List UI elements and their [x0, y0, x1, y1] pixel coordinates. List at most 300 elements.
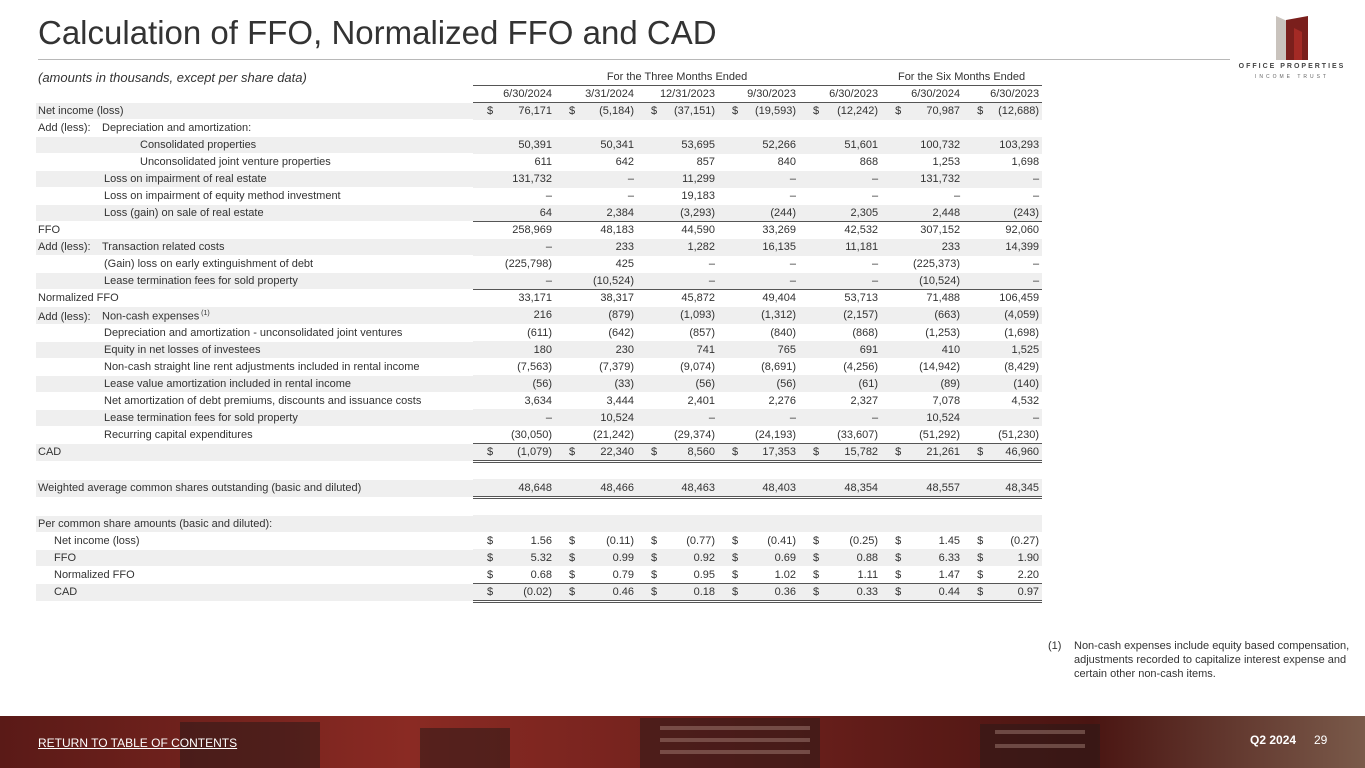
table-row	[36, 239, 1042, 256]
cell-value: –	[545, 275, 552, 287]
cell-value: (61)	[858, 377, 879, 390]
cell-value: 53,695	[681, 139, 715, 151]
cell-value: 46,960	[1005, 445, 1040, 458]
cell-value: (33,607)	[837, 428, 879, 441]
currency-symbol: $	[651, 585, 658, 598]
cell-value: 1,282	[687, 241, 715, 253]
table-cell	[881, 307, 963, 325]
currency-symbol: $	[813, 445, 820, 458]
table-cell	[718, 358, 799, 375]
table-cell	[718, 256, 799, 273]
table-cell	[637, 273, 718, 290]
cell-value: 233	[615, 241, 634, 253]
cell-value: –	[871, 190, 879, 202]
cell-value: 21,261	[926, 445, 961, 458]
cell-value: (3,293)	[680, 207, 715, 219]
table-cell	[799, 137, 881, 154]
table-cell	[718, 222, 799, 239]
table-cell	[555, 375, 637, 392]
cell-value: (8,429)	[1004, 360, 1040, 373]
table-cell	[881, 392, 963, 409]
table-cell	[637, 307, 718, 325]
cell-value: 19,183	[681, 190, 715, 202]
currency-symbol: $	[732, 551, 739, 564]
cell-value: 0.97	[1017, 585, 1040, 598]
table-cell	[881, 443, 963, 461]
table-cell	[881, 205, 963, 222]
cell-value: –	[708, 411, 715, 424]
table-cell	[473, 515, 555, 532]
table-cell	[473, 154, 555, 171]
table-cell	[963, 566, 1042, 583]
table-cell	[555, 479, 637, 497]
table-row	[36, 392, 1042, 409]
cell-value: 1.45	[938, 534, 961, 547]
footnote-marker: (1)	[199, 310, 210, 317]
table-cell	[881, 171, 963, 188]
cell-value: 0.88	[856, 551, 879, 564]
table-row	[36, 443, 1042, 461]
cell-value: (0.02)	[523, 585, 552, 598]
cell-value: (840)	[770, 326, 796, 339]
table-cell	[963, 515, 1042, 532]
currency-symbol: $	[813, 534, 820, 547]
cell-value: 0.44	[938, 585, 961, 598]
table-cell	[555, 307, 637, 325]
footnote	[1048, 639, 1363, 681]
table-row	[36, 307, 1042, 325]
cell-value: (56)	[695, 377, 715, 390]
cell-value: 1,698	[1011, 156, 1040, 168]
currency-symbol: $	[895, 585, 902, 598]
table-cell	[963, 137, 1042, 154]
table-cell	[555, 392, 637, 409]
cell-value: 1.90	[1017, 551, 1040, 564]
cell-value: –	[871, 258, 879, 270]
table-cell	[963, 239, 1042, 256]
cell-value: 17,353	[762, 445, 796, 458]
cell-value: 11,181	[845, 241, 879, 253]
table-cell	[473, 256, 555, 273]
table-cell	[473, 205, 555, 222]
cell-value: 44,590	[681, 224, 715, 236]
cell-value: –	[953, 190, 961, 202]
cell-value: –	[789, 275, 796, 287]
cell-value: 0.69	[774, 551, 796, 564]
cell-value: (33)	[614, 377, 634, 390]
row-label: Lease termination fees for sold property	[36, 409, 473, 426]
currency-symbol: $	[732, 534, 739, 547]
cell-value: 76,171	[518, 105, 552, 117]
cell-value: 765	[777, 343, 796, 356]
cell-value: (7,563)	[517, 360, 552, 373]
cell-value: (243)	[1013, 207, 1040, 219]
table-cell	[637, 426, 718, 443]
table-cell	[718, 171, 799, 188]
table-row	[36, 171, 1042, 188]
row-label: (Gain) loss on early extinguishment of debt	[104, 258, 314, 270]
table-cell	[718, 479, 799, 497]
cell-value: (29,374)	[674, 428, 715, 441]
cell-value: 10,524	[926, 411, 961, 424]
table-row	[36, 409, 1042, 426]
cell-value: (1,093)	[680, 309, 715, 322]
table-cell	[718, 532, 799, 549]
table-cell	[963, 549, 1042, 566]
cell-value: 103,293	[999, 139, 1040, 151]
cell-value: 16,135	[762, 241, 796, 253]
row-label: Loss on impairment of real estate	[36, 171, 473, 188]
row-label-text: Transaction related costs	[102, 241, 225, 253]
cell-value: –	[1032, 275, 1040, 287]
cell-value: (7,379)	[599, 360, 634, 373]
currency-symbol: $	[813, 551, 820, 564]
currency-symbol: $	[569, 568, 576, 581]
table-cell	[799, 392, 881, 409]
cell-value: (0.25)	[849, 534, 879, 547]
table-cell	[963, 443, 1042, 461]
table-cell	[637, 222, 718, 239]
cell-value: (611)	[527, 326, 552, 339]
table-cell	[963, 290, 1042, 307]
table-cell	[881, 549, 963, 566]
table-cell	[637, 120, 718, 137]
currency-symbol: $	[895, 105, 902, 117]
currency-symbol: $	[732, 585, 739, 598]
table-cell	[473, 566, 555, 583]
table-cell	[555, 256, 637, 273]
cell-value: (56)	[776, 377, 796, 390]
column-header: 6/30/2023	[963, 86, 1042, 103]
cell-value: 691	[859, 343, 879, 356]
row-label: Lease value amortization included in rental income	[36, 375, 473, 392]
cell-value: 48,345	[1005, 481, 1040, 494]
cell-value: 230	[615, 343, 634, 356]
column-header: 6/30/2024	[881, 86, 963, 103]
cell-value: 2,276	[768, 394, 796, 407]
cell-value: 2,384	[606, 207, 634, 219]
table-cell	[555, 358, 637, 375]
cell-value: –	[545, 241, 552, 253]
column-header: 6/30/2024	[473, 86, 555, 103]
table-cell	[881, 358, 963, 375]
table-cell	[963, 103, 1042, 120]
cell-value: (21,242)	[593, 428, 634, 441]
cell-value: 1.47	[938, 568, 961, 581]
table-cell	[881, 426, 963, 443]
company-logo	[1236, 14, 1348, 80]
cell-value: 216	[533, 309, 552, 322]
table-cell	[637, 137, 718, 154]
table-cell	[637, 583, 718, 601]
row-label: Loss (gain) on sale of real estate	[36, 205, 473, 222]
table-cell	[963, 256, 1042, 273]
cell-value: (12,242)	[837, 105, 879, 117]
row-prefix: Add (less):	[38, 310, 91, 323]
table-cell	[799, 532, 881, 549]
cell-value: (225,798)	[504, 258, 552, 270]
table-cell	[881, 137, 963, 154]
cell-value: 48,648	[518, 481, 552, 494]
cell-value: –	[871, 411, 879, 424]
currency-symbol: $	[977, 568, 984, 581]
cell-value: 180	[533, 343, 552, 356]
table-cell	[881, 375, 963, 392]
column-header: 9/30/2023	[718, 86, 799, 103]
cell-value: (1,312)	[761, 309, 796, 322]
row-label: Net amortization of debt premiums, discounts and issuance costs	[104, 394, 422, 407]
currency-symbol: $	[977, 534, 984, 547]
row-label: Normalized FFO	[38, 292, 119, 304]
table-cell	[963, 171, 1042, 188]
cell-value: 2,305	[850, 207, 879, 219]
table-row	[36, 375, 1042, 392]
cell-value: (5,184)	[599, 105, 634, 117]
cell-value: (14,942)	[919, 360, 961, 373]
table-cell	[555, 222, 637, 239]
cell-value: (51,292)	[919, 428, 961, 441]
table-cell	[799, 375, 881, 392]
table-cell	[963, 426, 1042, 443]
table-cell	[555, 137, 637, 154]
row-label: Net income (loss)	[36, 103, 473, 120]
cell-value: 1.11	[857, 568, 879, 581]
table-cell	[718, 324, 799, 341]
table-cell	[637, 566, 718, 583]
table-cell	[963, 583, 1042, 601]
row-label	[36, 239, 473, 256]
cell-value: –	[1032, 411, 1040, 424]
table-cell	[555, 583, 637, 601]
cell-value: 48,403	[762, 481, 796, 494]
row-label: Unconsolidated joint venture properties	[140, 156, 331, 168]
currency-symbol: $	[487, 105, 494, 117]
table-cell	[555, 120, 637, 137]
cell-value: 50,391	[518, 139, 552, 151]
table-cell	[799, 583, 881, 601]
cell-value: (857)	[689, 326, 715, 339]
currency-symbol: $	[569, 551, 576, 564]
currency-symbol: $	[569, 445, 576, 458]
cell-value: 70,987	[926, 105, 961, 117]
row-label: Normalized FFO	[54, 568, 135, 581]
table-cell	[881, 566, 963, 583]
cell-value: (868)	[852, 326, 879, 339]
footnote-text: Non-cash expenses include equity based compensation, adjustments recorded to capitalize interest expense and certain other non-cash items.	[1074, 640, 1350, 680]
table-cell	[881, 290, 963, 307]
spacer-row	[36, 497, 1042, 515]
table-cell	[718, 426, 799, 443]
cell-value: (1,079)	[517, 445, 552, 458]
cell-value: 53,713	[844, 292, 879, 304]
table-cell	[473, 137, 555, 154]
row-label: Equity in net losses of investees	[36, 341, 473, 358]
table-cell	[473, 358, 555, 375]
cell-value: 0.95	[693, 568, 715, 581]
table-cell	[637, 443, 718, 461]
currency-symbol: $	[487, 568, 494, 581]
table-cell	[881, 409, 963, 426]
table-cell	[963, 188, 1042, 205]
table-cell	[718, 290, 799, 307]
cell-value: 1.02	[774, 568, 796, 581]
cell-value: –	[627, 190, 634, 202]
row-prefix: Add (less):	[38, 122, 91, 134]
footnote-number: (1)	[1048, 640, 1062, 652]
row-label-text: Depreciation and amortization:	[102, 122, 252, 134]
table-cell	[473, 392, 555, 409]
cell-value: 868	[859, 156, 879, 168]
table-cell	[718, 154, 799, 171]
table-row	[36, 188, 1042, 205]
table-cell	[799, 409, 881, 426]
currency-symbol: $	[895, 568, 902, 581]
cell-value: 10,524	[600, 411, 634, 424]
row-label: Recurring capital expenditures	[104, 428, 253, 441]
cell-value: (12,688)	[998, 105, 1040, 117]
table-cell	[555, 566, 637, 583]
currency-symbol: $	[732, 445, 739, 458]
table-cell	[799, 549, 881, 566]
cell-value: –	[627, 173, 634, 185]
page-title: Calculation of FFO, Normalized FFO and CAD	[38, 14, 717, 51]
table-cell	[963, 392, 1042, 409]
table-cell	[637, 154, 718, 171]
cell-value: (9,074)	[680, 360, 715, 373]
currency-symbol: $	[895, 445, 902, 458]
table-cell	[881, 103, 963, 120]
cell-value: 2,448	[932, 207, 961, 219]
cell-value: –	[708, 275, 715, 287]
table-cell	[881, 324, 963, 341]
cell-value: –	[871, 275, 879, 287]
table-cell	[637, 103, 718, 120]
table-cell	[881, 479, 963, 497]
table-cell	[473, 188, 555, 205]
table-row	[36, 290, 1042, 307]
cell-value: (225,373)	[912, 258, 961, 270]
cell-value: 0.18	[693, 585, 715, 598]
table-cell	[473, 443, 555, 461]
row-label: FFO	[36, 549, 473, 566]
cell-value: (0.77)	[686, 534, 715, 547]
currency-symbol: $	[977, 551, 984, 564]
table-cell	[555, 239, 637, 256]
table-cell	[555, 426, 637, 443]
units-note: (amounts in thousands, except per share data)	[38, 70, 307, 85]
table-cell	[799, 239, 881, 256]
row-label-text: Non-cash expenses	[102, 310, 200, 323]
table-cell	[799, 479, 881, 497]
cell-value: 92,060	[1005, 224, 1040, 236]
title-divider	[38, 59, 1230, 60]
cell-value: –	[1032, 190, 1040, 202]
table-cell	[637, 205, 718, 222]
row-label: Loss on impairment of equity method investment	[104, 190, 341, 202]
currency-symbol: $	[651, 551, 658, 564]
table-cell	[473, 120, 555, 137]
currency-symbol: $	[813, 105, 820, 117]
currency-symbol: $	[895, 534, 902, 547]
table-cell	[473, 426, 555, 443]
table-cell	[555, 532, 637, 549]
cell-value: 50,341	[600, 139, 634, 151]
table-cell	[881, 256, 963, 273]
table-cell	[637, 392, 718, 409]
table-cell	[799, 426, 881, 443]
cell-value: –	[1032, 258, 1040, 270]
row-label: Net income (loss)	[54, 534, 140, 547]
cell-value: –	[545, 411, 552, 424]
table-row	[36, 358, 1042, 375]
table-cell	[963, 273, 1042, 290]
table-row	[36, 479, 1042, 497]
cell-value: –	[1032, 173, 1040, 185]
table-row	[36, 566, 1042, 583]
return-to-contents-link[interactable]: RETURN TO TABLE OF CONTENTS	[38, 736, 238, 750]
table-cell	[799, 443, 881, 461]
currency-symbol: $	[487, 534, 494, 547]
table-cell	[799, 154, 881, 171]
page-number: 29	[1314, 733, 1328, 747]
date-header-row	[36, 86, 1042, 103]
table-cell	[473, 479, 555, 497]
table-cell	[473, 324, 555, 341]
currency-symbol: $	[977, 585, 984, 598]
currency-symbol: $	[487, 585, 494, 598]
table-row	[36, 222, 1042, 239]
table-row	[36, 154, 1042, 171]
table-cell	[718, 273, 799, 290]
table-row	[36, 549, 1042, 566]
table-cell	[473, 103, 555, 120]
cell-value: 7,078	[932, 394, 961, 407]
table-cell	[555, 324, 637, 341]
cell-value: 45,872	[681, 292, 715, 304]
cell-value: (244)	[770, 207, 796, 219]
table-cell	[637, 171, 718, 188]
row-label	[36, 120, 473, 137]
cell-value: 4,532	[1011, 394, 1040, 407]
table-row	[36, 103, 1042, 120]
cell-value: 15,782	[844, 445, 879, 458]
cell-value: 233	[941, 241, 961, 253]
table-cell	[718, 549, 799, 566]
table-cell	[881, 188, 963, 205]
cell-value: 0.33	[856, 585, 879, 598]
table-cell	[637, 188, 718, 205]
table-row	[36, 137, 1042, 154]
table-cell	[637, 549, 718, 566]
table-cell	[799, 273, 881, 290]
cell-value: (19,593)	[755, 105, 796, 117]
currency-symbol: $	[813, 568, 820, 581]
cell-value: –	[789, 190, 796, 202]
table-cell	[799, 205, 881, 222]
cell-value: (1,698)	[1004, 326, 1040, 339]
cell-value: 0.68	[530, 568, 552, 581]
cell-value: 131,732	[920, 173, 961, 185]
table-cell	[963, 358, 1042, 375]
cell-value: (30,050)	[511, 428, 552, 441]
cell-value: (1,253)	[925, 326, 961, 339]
cell-value: 840	[777, 156, 796, 168]
table-cell	[963, 205, 1042, 222]
cell-value: 258,969	[512, 224, 552, 236]
currency-symbol: $	[895, 551, 902, 564]
table-row	[36, 583, 1042, 601]
currency-symbol: $	[569, 534, 576, 547]
